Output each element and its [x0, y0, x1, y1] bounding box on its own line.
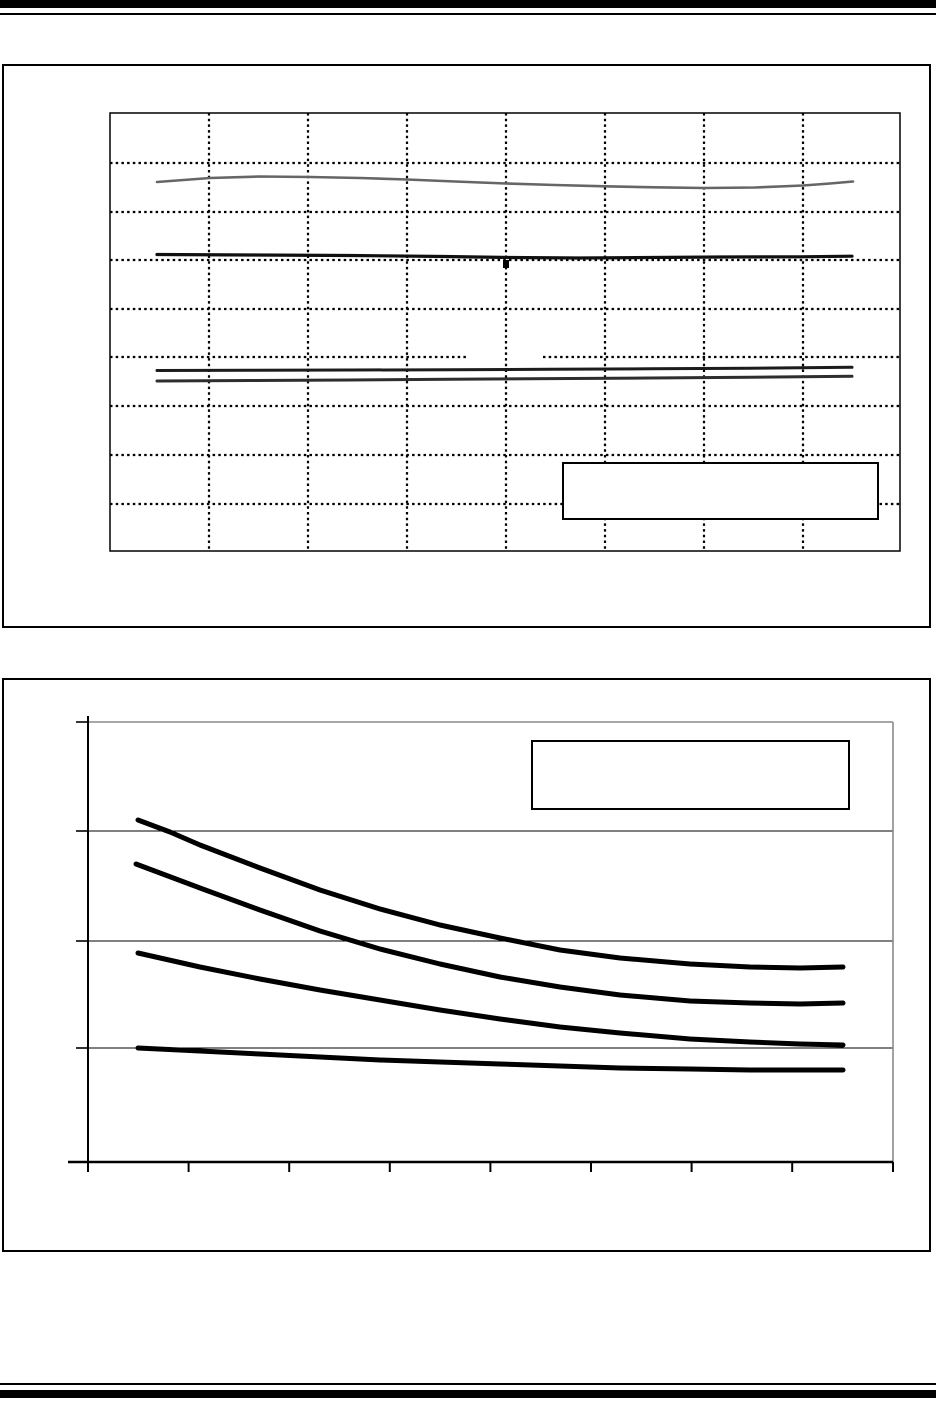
header-rule-thick [0, 0, 936, 8]
header-rule-thin [0, 13, 936, 15]
footer-rule-thick [0, 1390, 936, 1398]
bottom-figure-frame [2, 678, 931, 1252]
top-figure-frame [2, 64, 931, 628]
footer-rule-thin [0, 1383, 936, 1385]
